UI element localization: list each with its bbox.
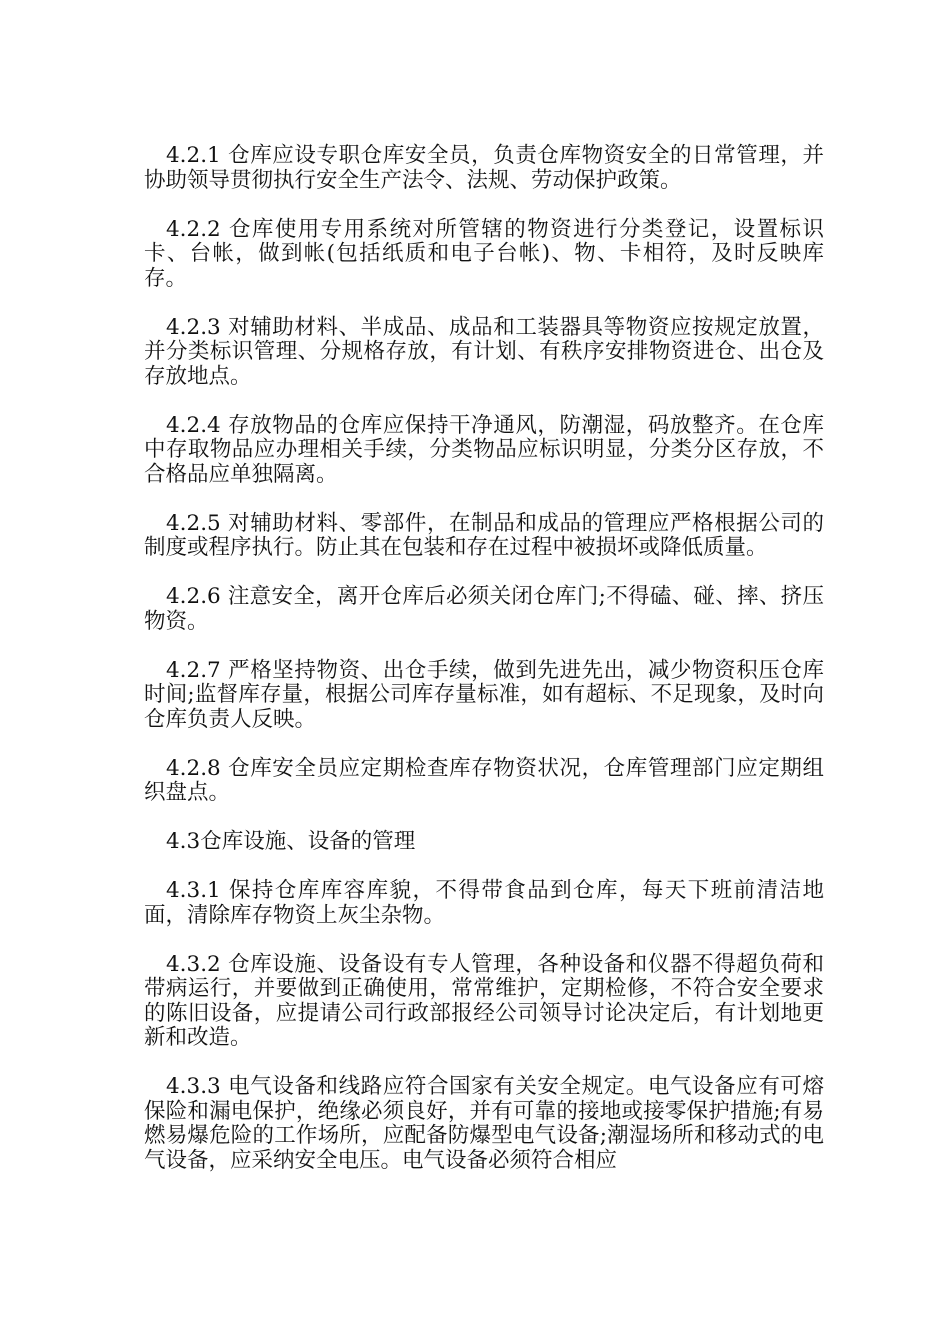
paragraph-4-3-1: 4.3.1 保持仓库库容库貌，不得带食品到仓库，每天下班前清洁地面，清除库存物资上灰尘杂物。 [144,878,824,928]
paragraph-4-2-8: 4.2.8 仓库安全员应定期检查库存物资状况，仓库管理部门应定期组织盘点。 [144,755,824,805]
document-page [144,144,824,1173]
paragraph-4-2-1: 4.2.1 仓库应设专职仓库安全员，负责仓库物资安全的日常管理，并协助领导贯彻执行安全生产法令、法规、劳动保护政策。 [144,143,824,193]
paragraph-4-3-2: 4.3.2 仓库设施、设备设有专人管理，各种设备和仪器不得超负荷和带病运行，并要做到正确使用，常常维护，定期检修，不符合安全要求的陈旧设备，应提请公司行政部报经公司领导讨论决定后，有计划地更新和改造。 [144,951,824,1050]
paragraph-4-2-2: 4.2.2 仓库使用专用系统对所管辖的物资进行分类登记，设置标识卡、台帐，做到帐(包括纸质和电子台帐)、物、卡相符，及时反映库存。 [144,216,824,291]
paragraph-4-2-5: 4.2.5 对辅助材料、零部件，在制品和成品的管理应严格根据公司的制度或程序执行。防止其在包装和存在过程中被损坏或降低质量。 [144,510,824,560]
paragraph-4-3-3: 4.3.3 电气设备和线路应符合国家有关安全规定。电气设备应有可熔保险和漏电保护，绝缘必须良好，并有可靠的接地或接零保护措施;有易燃易爆危险的工作场所，应配备防爆型电气设备;潮湿场所和移动式的电气设备，应采纳安全电压。电气设备必须符合相应 [144,1074,824,1173]
paragraph-4-2-4: 4.2.4 存放物品的仓库应保持干净通风，防潮湿，码放整齐。在仓库中存取物品应办理相关手续，分类物品应标识明显，分类分区存放，不合格品应单独隔离。 [144,412,824,487]
paragraph-4-2-6: 4.2.6 注意安全，离开仓库后必须关闭仓库门;不得磕、碰、摔、挤压物资。 [144,584,824,634]
section-heading-4-3: 4.3仓库设施、设备的管理 [166,829,416,854]
paragraph-4-2-3: 4.2.3 对辅助材料、半成品、成品和工装器具等物资应按规定放置，并分类标识管理、分规格存放，有计划、有秩序安排物资进仓、出仓及存放地点。 [144,314,824,389]
paragraph-4-2-7: 4.2.7 严格坚持物资、出仓手续，做到先进先出，减少物资积压仓库时间;监督库存量，根据公司库存量标准，如有超标、不足现象，及时向仓库负责人反映。 [144,657,824,732]
